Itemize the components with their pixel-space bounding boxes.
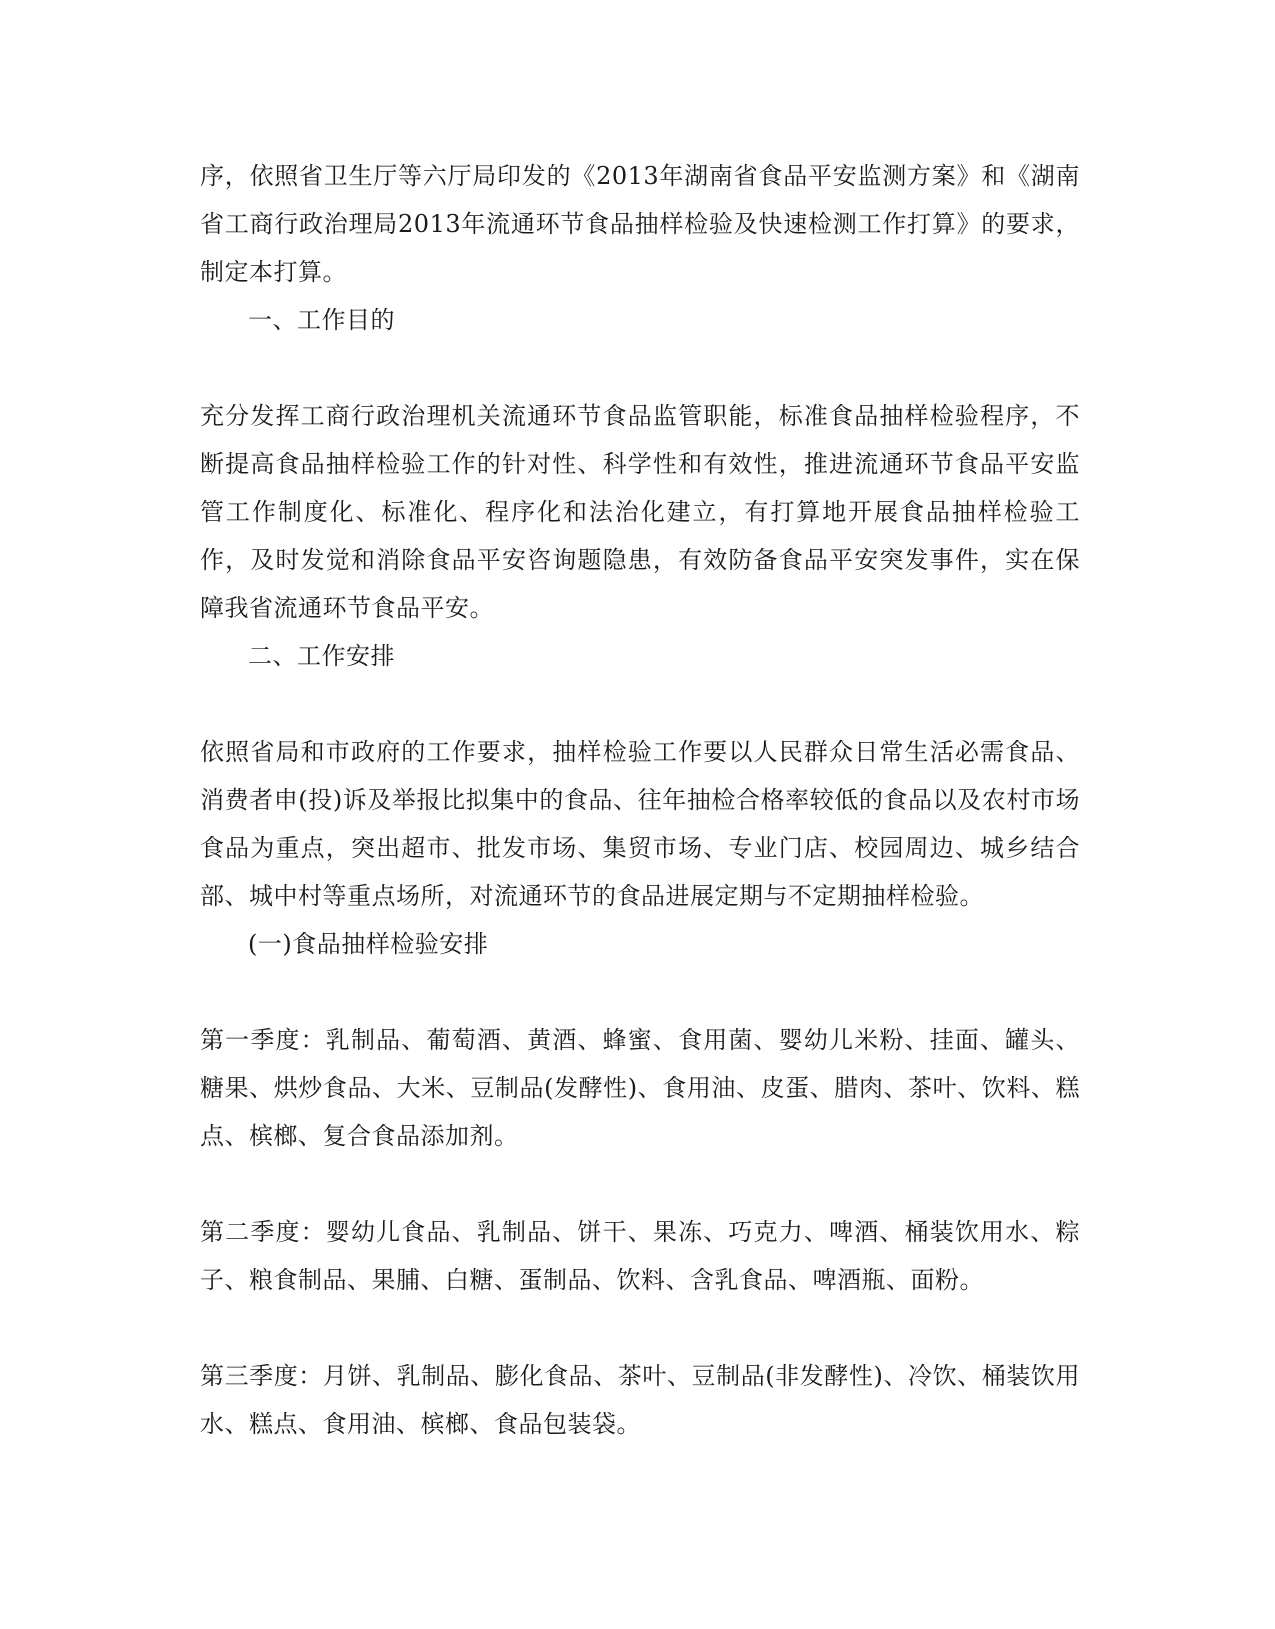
heading-work-purpose: 一、工作目的: [248, 306, 395, 334]
paragraph-q2: 第二季度：婴幼儿食品、乳制品、饼干、果冻、巧克力、啤酒、桶装饮用水、粽子、粮食制品、果脯、白糖、蛋制品、饮料、含乳食品、啤酒瓶、面粉。: [200, 1218, 1080, 1294]
paragraph-work-purpose: 充分发挥工商行政治理机关流通环节食品监管职能，标准食品抽样检验程序，不断提高食品抽样检验工作的针对性、科学性和有效性，推进流通环节食品平安监管工作制度化、标准化、程序化和法治化建立，有打算地开展食品抽样检验工作，及时发觉和消除食品平安咨询题隐患，有效防备食品平安突发事件，实在保障我省流通环节食品平安。: [200, 402, 1080, 622]
paragraph-work-arrangement: 依照省局和市政府的工作要求，抽样检验工作要以人民群众日常生活必需食品、消费者申(投)诉及举报比拟集中的食品、往年抽检合格率较低的食品以及农村市场食品为重点，突出超市、批发市场、集贸市场、专业门店、校园周边、城乡结合部、城中村等重点场所，对流通环节的食品进展定期与不定期抽样检验。: [200, 738, 1080, 910]
paragraph-intro: 序，依照省卫生厅等六厅局印发的《2013年湖南省食品平安监测方案》和《湖南省工商行政治理局2013年流通环节食品抽样检验及快速检测工作打算》的要求，制定本打算。: [200, 162, 1080, 286]
heading-work-arrangement: 二、工作安排: [248, 642, 395, 670]
paragraph-q1: 第一季度：乳制品、葡萄酒、黄酒、蜂蜜、食用菌、婴幼儿米粉、挂面、罐头、糖果、烘炒食品、大米、豆制品(发酵性)、食用油、皮蛋、腊肉、茶叶、饮料、糕点、槟榔、复合食品添加剂。: [200, 1026, 1080, 1150]
paragraph-q3: 第三季度：月饼、乳制品、膨化食品、茶叶、豆制品(非发酵性)、冷饮、桶装饮用水、糕点、食用油、槟榔、食品包装袋。: [200, 1362, 1080, 1438]
document-body: [200, 152, 1080, 1448]
heading-sampling-arrangement: (一)食品抽样检验安排: [248, 930, 489, 958]
